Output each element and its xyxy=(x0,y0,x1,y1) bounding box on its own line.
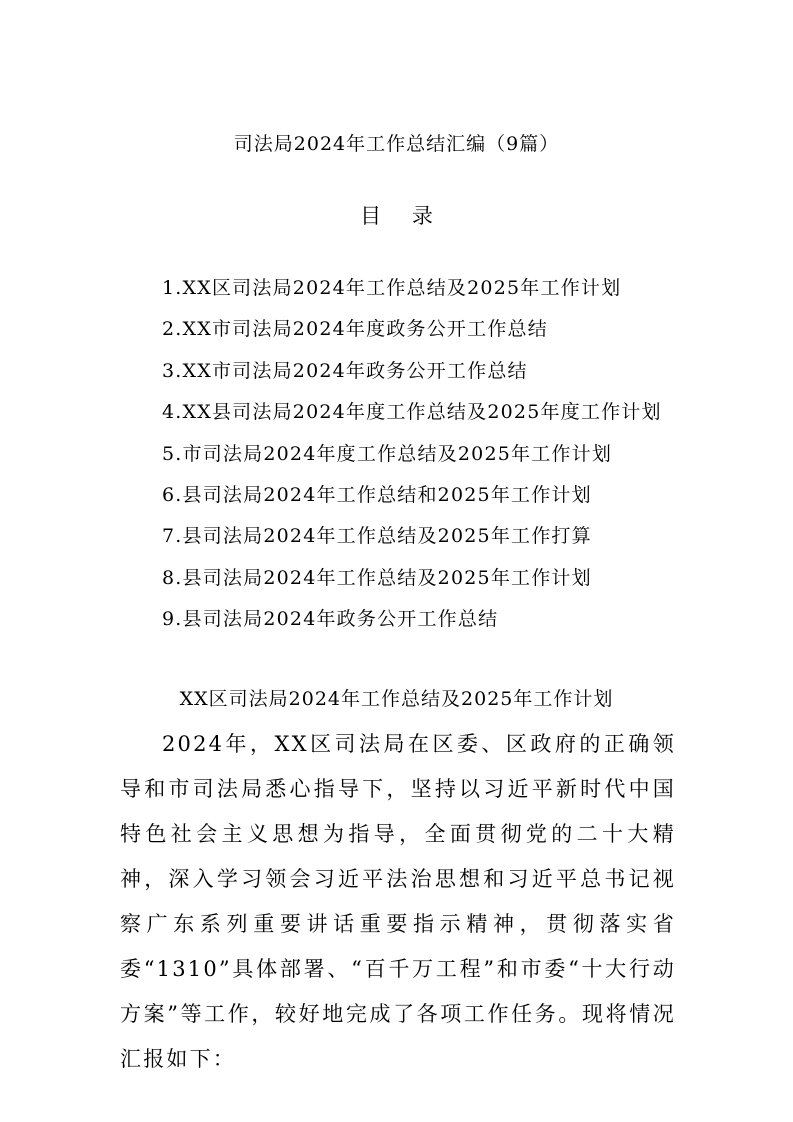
toc-item: 8.县司法局2024年工作总结及2025年工作计划 xyxy=(162,566,592,589)
body-paragraph: 2024年，XX区司法局在区委、区政府的正确领导和市司法局悉心指导下，坚持以习近平新时代中国特色社会主义思想为指导，全面贯彻党的二十大精神，深入学习领会习近平法治思想和习近平总书记视察广东系列重要讲话重要指示精神，贯彻落实省委“1310”具体部署、“百千万工程”和市委“十大行动方案”等工作，较好地完成了各项工作任务。现将情况汇报如下： xyxy=(120,732,676,1071)
toc-item: 4.XX县司法局2024年度工作总结及2025年度工作计划 xyxy=(162,401,662,424)
toc-item: 7.县司法局2024年工作总结及2025年工作打算 xyxy=(162,525,592,548)
toc-item: 5.市司法局2024年度工作总结及2025年工作计划 xyxy=(162,442,613,465)
toc-item: 6.县司法局2024年工作总结和2025年工作计划 xyxy=(162,484,592,507)
table-of-contents xyxy=(162,268,662,641)
document-title: 司法局2024年工作总结汇编（9篇） xyxy=(233,133,560,155)
toc-heading: 目 录 xyxy=(360,204,445,228)
section-title: XX区司法局2024年工作总结及2025年工作计划 xyxy=(179,688,614,710)
toc-item: 9.县司法局2024年政务公开工作总结 xyxy=(162,608,499,631)
toc-item: 1.XX区司法局2024年工作总结及2025年工作计划 xyxy=(162,277,622,299)
toc-item: 2.XX市司法局2024年度政务公开工作总结 xyxy=(162,318,548,341)
toc-item: 3.XX市司法局2024年政务公开工作总结 xyxy=(162,359,528,382)
